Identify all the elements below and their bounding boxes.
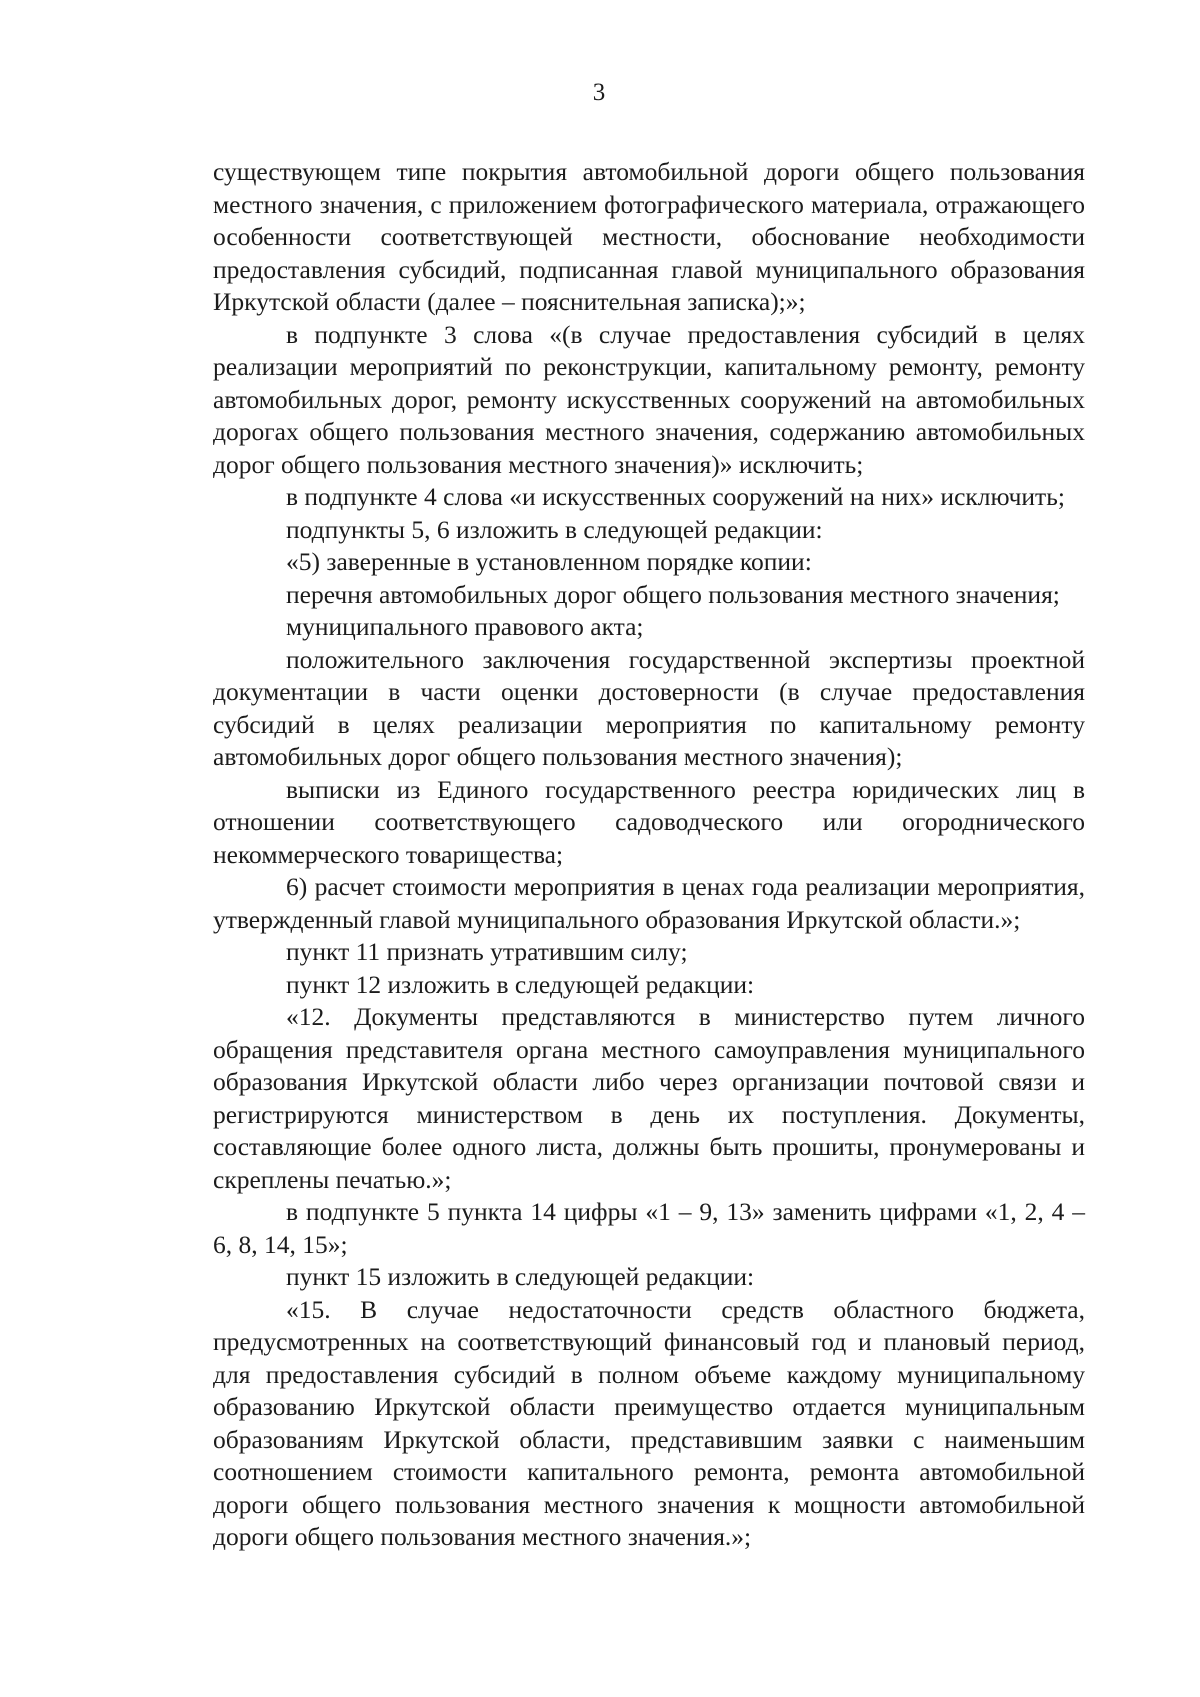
paragraph-item-15-intro: пункт 15 изложить в следующей редакции: [286,1262,755,1291]
paragraph-item-6-cost: 6) расчет стоимости мероприятия в ценах года реализации мероприятия, утвержденный главой муниципального образования Иркутской области.»; [213,872,1085,934]
paragraph-subitem-4: в подпункте 4 слова «и искусственных сооружений на них» исключить; [286,482,1065,511]
page-number: 3 [592,79,606,106]
paragraph-item-12-intro: пункт 12 изложить в следующей редакции: [286,969,755,999]
paragraph-item-12-text: «12. Документы представляются в министерство путем личного обращения представителя органа местного самоуправления муниципального образования Иркутской области либо через организации почтовой связи и регистрируются министерством в день их поступления. Документы, составляющие более одного листа, должны быть прошиты, пронумерованы и скреплены печатью.»; [213,1002,1085,1194]
paragraph-legal-act: муниципального правового акта; [286,612,644,641]
paragraph-item-5-copies: «5) заверенные в установленном порядке копии: [286,547,812,576]
paragraph-subitems-5-6: подпункты 5, 6 изложить в следующей редакции: [286,514,823,544]
paragraph-subitem-3: в подпункте 3 слова «(в случае предоставления субсидий в целях реализации мероприятий по реконструкции, капитальному ремонту, ремонту автомобильных дорог, ремонту искусственных сооружений на автомобильных дорогах общего пользования местного значения, содержанию автомобильных дорог общего пользования местного значения)» исключить; [213,319,1085,479]
document-body [213,156,1085,1554]
paragraph-roads-list: перечня автомобильных дорог общего пользования местного значения; [286,579,1060,609]
paragraph-item-15-text: «15. В случае недостаточности средств областного бюджета, предусмотренных на соответствующий финансовый год и плановый период, для предоставления субсидий в полном объеме каждому муниципальному образованию Иркутской области преимущество отдается муниципальным образованиям Иркутской области, представившим заявки с наименьшим соотношением стоимости капитального ремонта, ремонта автомобильной дороги общего пользования местного значения к мощности автомобильной дороги общего пользования местного значения.»; [213,1294,1085,1551]
paragraph-expertise: положительного заключения государственной экспертизы проектной документации в части оценки достоверности (в случае предоставления субсидий в целях реализации мероприятия по капитальному ремонту автомобильных дорог общего пользования местного значения); [213,644,1085,771]
paragraph-continuation: существующем типе покрытия автомобильной дороги общего пользования местного значения, с приложением фотографического материала, отражающего особенности соответствующей местности, обоснование необходимости предоставления субсидий, подписанная главой муниципального образования Иркутской области (далее – пояснительная записка);»; [213,157,1085,316]
paragraph-item-14: в подпункте 5 пункта 14 цифры «1 – 9, 13» заменить цифрами «1, 2, 4 – 6, 8, 14, 15»; [213,1197,1085,1259]
paragraph-registry-extract: выписки из Единого государственного реестра юридических лиц в отношении соответствующего садоводческого или огороднического некоммерческого товарищества; [213,774,1085,869]
paragraph-item-11: пункт 11 признать утратившим силу; [286,937,688,966]
